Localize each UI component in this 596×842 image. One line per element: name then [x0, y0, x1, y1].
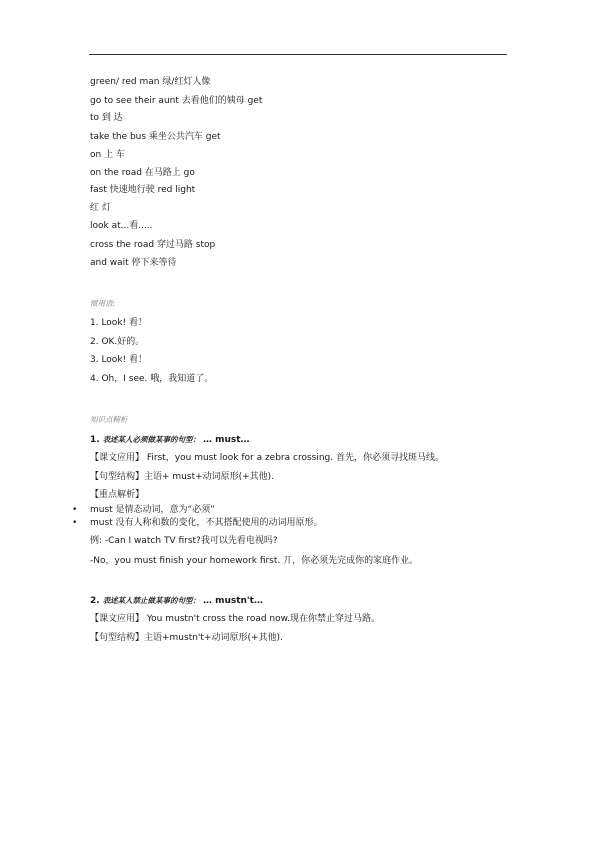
bullet-dot-icon: •	[72, 518, 78, 528]
phrase-item: 4. Oh，I see. 哦，我知道了。	[90, 374, 214, 384]
vocab-line: look at...看.....	[90, 221, 153, 231]
bullet-dot-icon: •	[72, 505, 78, 515]
point1-title	[90, 434, 250, 446]
point-pattern: … must…	[202, 435, 250, 445]
point2-title	[90, 595, 263, 607]
sentence-structure: 【句型结构】主语+mustn't+动词原形(+其他).	[90, 633, 283, 643]
vocab-line: to 到 达	[90, 113, 123, 123]
vocab-line: on 上 车	[90, 150, 125, 160]
point-title: 表述某人必须做某事的句型：	[102, 435, 201, 444]
text-application: 【课文应用】 First，you must look for a zebra crossing. 首先，你必须寻找斑马线。	[90, 453, 444, 463]
text-application: 【课文应用】 You mustn't cross the road now.现在你禁止穿过马路。	[90, 614, 381, 624]
point-number: 1.	[90, 435, 100, 445]
vocab-line: and wait 停下来等待	[90, 258, 177, 268]
vocab-line: cross the road 穿过马路 stop	[90, 240, 216, 250]
header-rule	[89, 54, 507, 55]
vocab-line: green/ red man 绿/红灯人像	[90, 77, 211, 87]
phrase-item: 2. OK.好的。	[90, 337, 145, 347]
vocab-line: fast 快速地行驶 red light	[90, 185, 196, 195]
vocab-line: 红 灯	[90, 203, 111, 213]
bullet-item: must 是情态动词，意为“必须”	[90, 505, 215, 515]
knowledge-heading: 知识点精析	[90, 415, 128, 424]
phrases-heading: 惯用语:	[90, 299, 116, 308]
key-analysis: 【重点解析】	[90, 490, 145, 500]
example-line: -No，you must finish your homework first. 丌，你必须先完成你的家庭作业。	[90, 556, 419, 566]
point-number: 2.	[90, 596, 100, 606]
phrase-item: 1. Look! 看！	[90, 318, 147, 328]
example-line: 例: -Can I watch TV first?我可以先看电视吗?	[90, 536, 278, 546]
phrase-item: 3. Look! 看！	[90, 355, 147, 365]
vocab-line: go to see their aunt 去看他们的姨母 get	[90, 96, 263, 106]
vocab-line: on the road 在马路上 go	[90, 168, 195, 178]
sentence-structure: 【句型结构】主语+ must+动词原形(+其他).	[90, 472, 275, 482]
bullet-item: must 没有人称和数的变化，不其搭配使用的动词用原形。	[90, 518, 323, 528]
vocab-line: take the bus 乘坐公共汽车 get	[90, 132, 221, 142]
point-pattern: … mustn't…	[202, 596, 263, 606]
point-title: 表述某人禁止做某事的句型：	[102, 596, 201, 605]
